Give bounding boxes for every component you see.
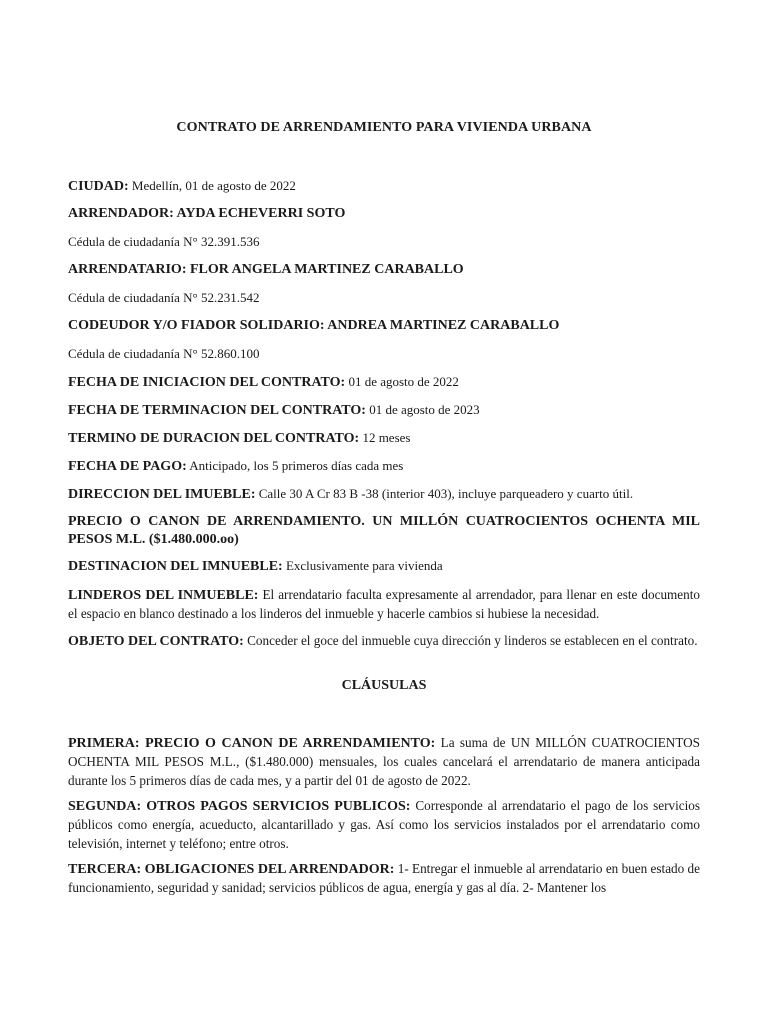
primera-label: PRIMERA: PRECIO O CANON DE ARRENDAMIENTO: [68,736,436,751]
direccion-value: Calle 30 A Cr 83 B -38 (interior 403), incluye parqueadero y cuarto útil. [255,486,634,501]
fecha-inicio-line [68,373,700,392]
precio-paragraph [68,513,700,549]
duracion-label: TERMINO DE DURACION DEL CONTRATO: [68,431,360,446]
fecha-pago-label: FECHA DE PAGO: [68,459,187,474]
ciudad-value: Medellín, 01 de agosto de 2022 [128,178,296,193]
clausulas-heading: CLÁUSULAS [341,678,427,693]
duracion-value: 12 meses [359,430,411,445]
arrendatario-label: ARRENDATARIO: FLOR ANGELA MARTINEZ CARABALLO [68,262,464,277]
fecha-pago-value: Anticipado, los 5 primeros días cada mes [186,458,404,473]
primera-value: La suma de UN MILLÓN CUATROCIENTOS OCHENTA MIL PESOS M.L., ($1.480.000) mensuales, los cuales cancelará el arrendatario de manera anticipada durante los 5 primeros días de cada mes, y a partir del 01 de agosto de 2022. [68,735,701,788]
direccion-label: DIRECCION DEL IMUEBLE: [68,487,256,502]
arrendatario-cedula: Cédula de ciudadanía N° 52.231.542 [68,290,260,305]
segunda-value: Corresponde al arrendatario el pago de los servicios públicos como energía, acueducto, alcantarillado y gas. Así como los servicios instalados por el arrendatario como televisión, internet y teléfono; entre otros. [68,798,701,851]
codeudor-line [68,317,700,335]
codeudor-label: CODEUDOR Y/O FIADOR SOLIDARIO: ANDREA MARTINEZ CARABALLO [68,318,560,333]
segunda-label: SEGUNDA: OTROS PAGOS SERVICIOS PUBLICOS: [68,799,411,814]
fecha-terminacion-label: FECHA DE TERMINACION DEL CONTRATO: [68,403,366,418]
duracion-line [68,429,700,448]
precio-label: PRECIO O CANON DE ARRENDAMIENTO. UN MILLÓN CUATROCIENTOS OCHENTA MIL PESOS M.L. ($1.480.000.oo) [68,514,700,547]
tercera-value: 1- Entregar el inmueble al arrendatario en buen estado de funcionamiento, seguridad y sanidad; servicios públicos de agua, energía y gas al día. 2- Mantener los [68,861,701,895]
tercera-label: TERCERA: OBLIGACIONES DEL ARRENDADOR: [68,862,395,877]
arrendador-line [68,205,700,223]
fecha-terminacion-value: 01 de agosto de 2023 [365,402,480,417]
direccion-line [68,485,700,504]
destinacion-line [68,557,700,576]
codeudor-cedula: Cédula de ciudadanía N° 52.860.100 [68,346,260,361]
arrendador-label: ARRENDADOR: AYDA ECHEVERRI SOTO [68,206,346,221]
linderos-paragraph [68,586,700,624]
destinacion-value: Exclusivamente para vivienda [282,558,443,573]
fecha-inicio-value: 01 de agosto de 2022 [345,374,459,389]
fecha-inicio-label: FECHA DE INICIACION DEL CONTRATO: [68,375,346,390]
ciudad-line [68,177,700,196]
objeto-paragraph [68,632,700,651]
ciudad-label: CIUDAD: [68,179,129,194]
destinacion-label: DESTINACION DEL IMNUEBLE: [68,559,283,574]
linderos-value: El arrendatario faculta expresamente al arrendador, para llenar en este documento el espacio en blanco destinado a los linderos del inmueble y hacerle cambios si hubiese la necesidad. [68,587,700,621]
fecha-terminacion-line [68,401,700,420]
objeto-value: Conceder el goce del inmueble cuya dirección y linderos se establecen en el contrato. [243,633,698,648]
objeto-label: OBJETO DEL CONTRATO: [68,634,244,649]
document-title: CONTRATO DE ARRENDAMIENTO PARA VIVIENDA URBANA [176,120,592,135]
tercera-clause [68,860,700,898]
linderos-label: LINDEROS DEL INMUEBLE: [68,588,259,603]
arrendatario-line [68,261,700,279]
primera-clause [68,734,700,791]
fecha-pago-line [68,457,700,476]
segunda-clause [68,797,700,854]
arrendador-cedula: Cédula de ciudadanía N° 32.391.536 [68,234,260,249]
